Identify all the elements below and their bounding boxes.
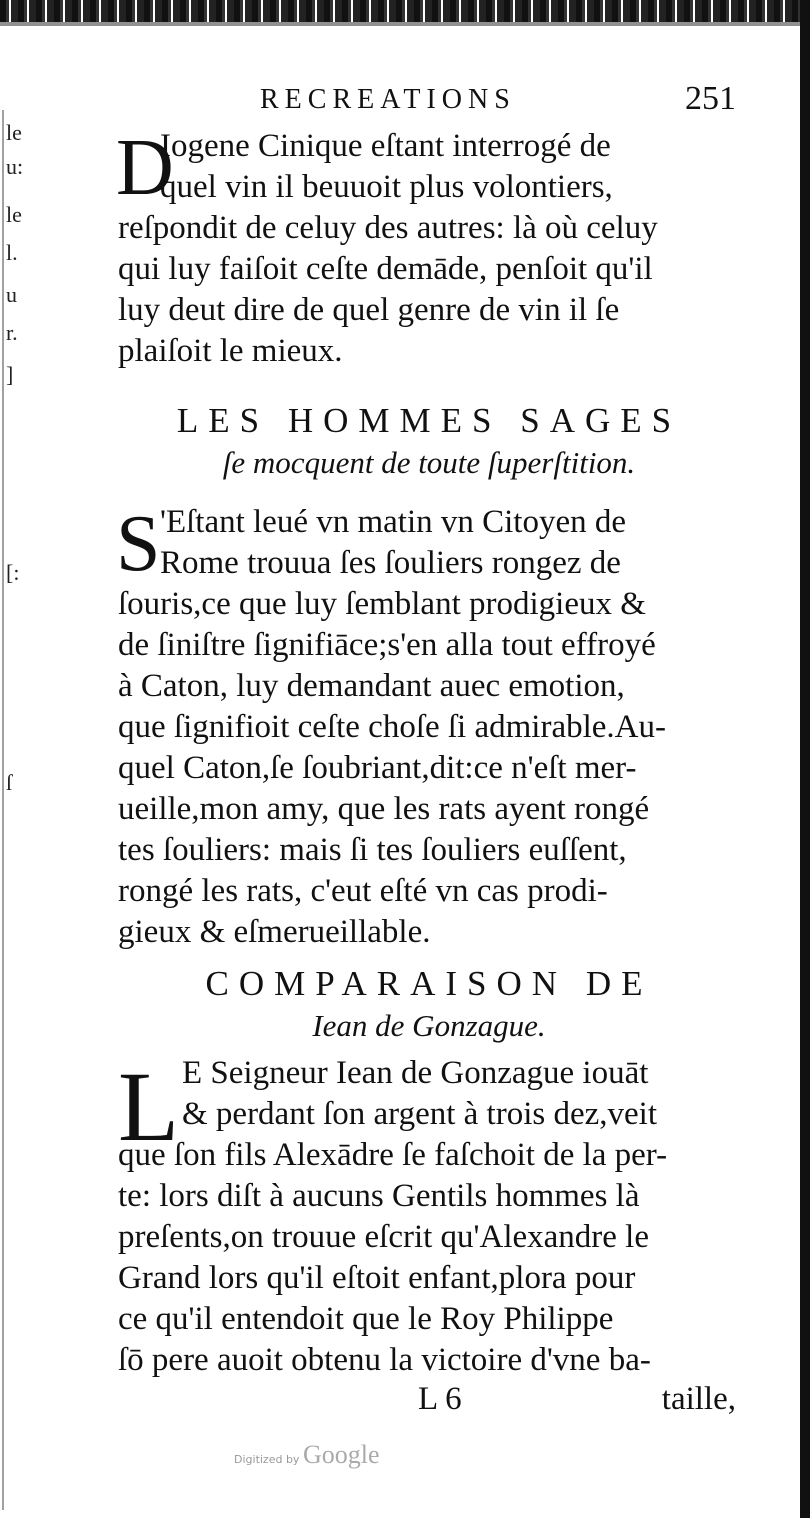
signature-mark: L 6 (418, 1381, 462, 1417)
running-head (118, 80, 740, 126)
text-line: te: lors diſt à aucuns Gentils hommes là (118, 1178, 640, 1214)
margin-fragment: r. (6, 320, 18, 345)
text-line: que ſon fils Alexādre ſe faſchoit de la per- (118, 1137, 668, 1173)
margin-fragment: le (6, 120, 22, 145)
page-footer (118, 1381, 740, 1427)
text-line: plaiſoit le mieux. (118, 333, 343, 369)
text-line: quel Caton,ſe ſoubriant,dit:ce n'eſt mer- (118, 750, 637, 786)
margin-fragment: l. (6, 240, 18, 265)
digitized-watermark (234, 1440, 380, 1470)
watermark-brand: Google (302, 1440, 380, 1469)
text-line: ſouris,ce que luy ſemblant prodigieux & (118, 586, 646, 622)
text-line: & perdant ſon argent à trois dez,veit (182, 1096, 657, 1132)
margin-fragment: u: (6, 154, 24, 179)
text-line: reſpondit de celuy des autres: là où celuy (118, 210, 658, 246)
text-line: à Caton, luy demandant auec emotion, (118, 668, 625, 704)
page-number: 251 (685, 80, 736, 117)
text-line: ueille,mon amy, que les rats ayent rongé (118, 791, 650, 827)
text-line: 'Eſtant leué vn matin vn Citoyen de (160, 504, 627, 540)
text-line: qui luy faiſoit ceſte demāde, penſoit qu'il (118, 251, 653, 287)
left-gutter (0, 110, 40, 1510)
text-line: Grand lors qu'il eſtoit enfant,plora pour (118, 1260, 636, 1296)
drop-cap: L (118, 1051, 180, 1162)
text-line: gieux & eſmerueillable. (118, 914, 431, 950)
margin-fragment: u (6, 282, 17, 307)
text-line: rongé les rats, c'eut eſté vn cas prodi- (118, 873, 608, 909)
text-line: que ſignifioit ceſte choſe ſi admirable.Au- (118, 709, 666, 745)
page-right-edge (800, 0, 810, 1518)
section-title: LES HOMMES SAGES (176, 401, 682, 440)
margin-fragment: ] (6, 362, 14, 387)
text-line: Iogene Cinique eſtant interrogé de (160, 128, 611, 164)
running-title: RECREATIONS (260, 84, 516, 115)
page-top-edge (0, 0, 810, 22)
text-line: E Seigneur Iean de Gonzague iouāt (182, 1055, 649, 1091)
margin-fragment: ſ (6, 770, 13, 795)
page-top-shadow (0, 22, 810, 26)
section-subtitle: Iean de Gonzague. (312, 1008, 546, 1043)
text-line: Rome trouua ſes ſouliers rongez de (160, 545, 621, 581)
text-line: tes ſouliers: mais ſi tes ſouliers euſſent, (118, 832, 627, 868)
watermark-prefix: Digitized by (234, 1453, 300, 1466)
section-subtitle: ſe mocquent de toute ſuperſtition. (222, 445, 636, 480)
drop-cap: D (116, 124, 174, 212)
text-line: ce qu'il entendoit que le Roy Philippe (118, 1301, 614, 1337)
text-line: de ſiniſtre ſignifiāce;s'en alla tout effroyé (118, 627, 656, 663)
drop-cap: S (116, 500, 161, 588)
paragraph-gonzague (118, 1053, 740, 1381)
gutter-line (2, 110, 4, 1510)
section-title: COMPARAISON DE (205, 964, 653, 1003)
text-line: luy deut dire de quel genre de vin il ſe (118, 292, 620, 328)
margin-fragment: le (6, 202, 22, 227)
text-line: preſents,on trouue eſcrit qu'Alexandre le (118, 1219, 649, 1255)
section-heading (118, 963, 740, 1047)
paragraph-cato (118, 502, 740, 953)
catchword: taille, (661, 1381, 736, 1417)
paragraph-diogenes (118, 126, 740, 372)
margin-fragment: [: (6, 560, 20, 585)
text-line: quel vin il beuuoit plus volontiers, (160, 169, 613, 205)
book-page (118, 80, 740, 1427)
section-heading (118, 400, 740, 484)
text-line: ſō pere auoit obtenu la victoire d'vne ba- (118, 1342, 651, 1378)
